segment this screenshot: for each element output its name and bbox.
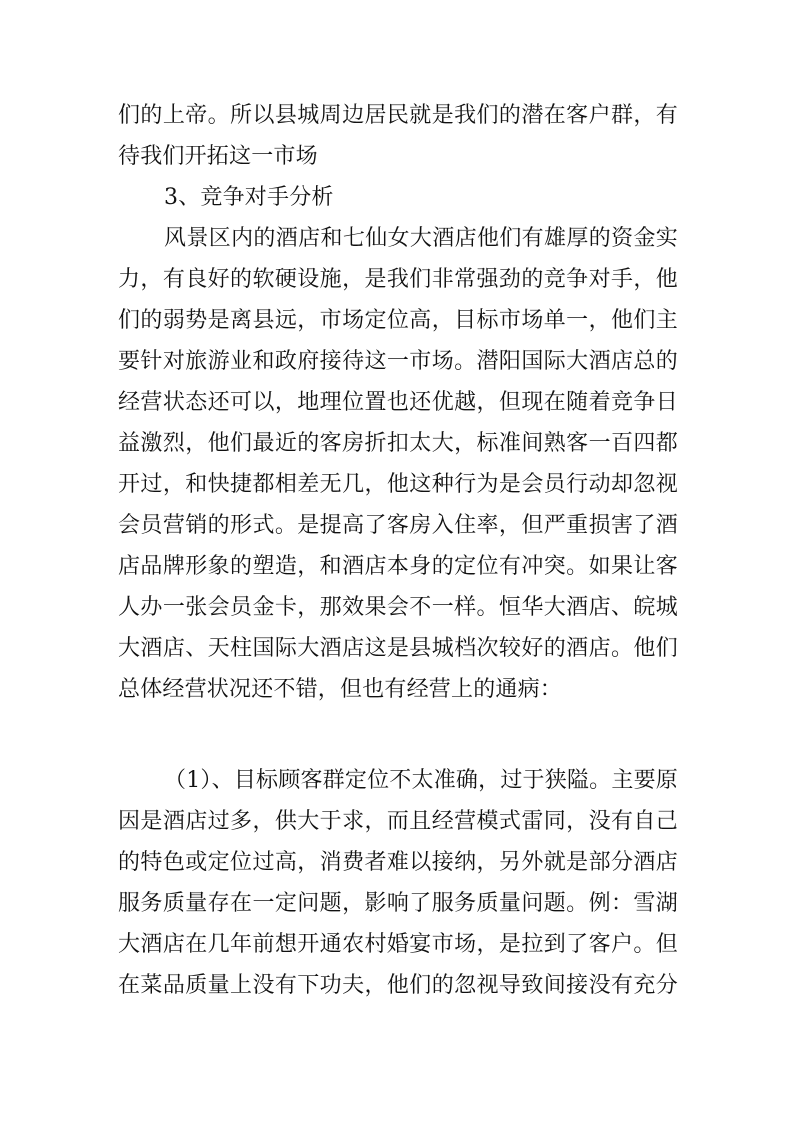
body-text-line: 会员营销的形式。是提高了客房入住率，但严重损害了酒 <box>118 513 678 538</box>
body-text-line: 们的上帝。所以县城周边居民就是我们的潜在客户群，有 <box>118 103 678 128</box>
body-text-line: 人办一张会员金卡，那效果会不一样。恒华大酒店、皖城 <box>118 595 678 620</box>
section-heading: 3、竞争对手分析 <box>164 185 334 210</box>
body-text-line: 风景区内的酒店和七仙女大酒店他们有雄厚的资金实 <box>164 226 678 251</box>
body-text-line: 开过，和快捷都相差无几，他这种行为是会员行动却忽视 <box>118 472 678 497</box>
body-text-line: 大酒店在几年前想开通农村婚宴市场，是拉到了客户。但 <box>118 932 678 957</box>
body-text-line: 在菜品质量上没有下功夫，他们的忽视导致间接没有充分 <box>118 973 678 998</box>
body-text-line: 店品牌形象的塑造，和酒店本身的定位有冲突。如果让客 <box>118 554 678 579</box>
body-text-line: 大酒店、天柱国际大酒店这是县城档次较好的酒店。他们 <box>118 636 678 661</box>
body-text-line: （1）、目标顾客群定位不太准确，过于狭隘。主要原 <box>164 768 678 793</box>
body-text-line: 待我们开拓这一市场 <box>118 144 318 169</box>
body-text-line: 力，有良好的软硬设施，是我们非常强劲的竞争对手，他 <box>118 267 678 292</box>
body-text-line: 要针对旅游业和政府接待这一市场。潜阳国际大酒店总的 <box>118 349 678 374</box>
body-text-line: 益激烈，他们最近的客房折扣太大，标准间熟客一百四都 <box>118 431 678 456</box>
body-text-line: 的特色或定位过高，消费者难以接纳，另外就是部分酒店 <box>118 850 678 875</box>
body-text-line: 服务质量存在一定问题，影响了服务质量问题。例：雪湖 <box>118 891 678 916</box>
body-text-line: 经营状态还可以，地理位置也还优越，但现在随着竞争日 <box>118 390 678 415</box>
body-text-line: 们的弱势是离县远，市场定位高，目标市场单一，他们主 <box>118 308 678 333</box>
body-text-line: 总体经营状况还不错，但也有经营上的通病： <box>118 677 563 702</box>
body-text-line: 因是酒店过多，供大于求，而且经营模式雷同，没有自己 <box>118 809 678 834</box>
